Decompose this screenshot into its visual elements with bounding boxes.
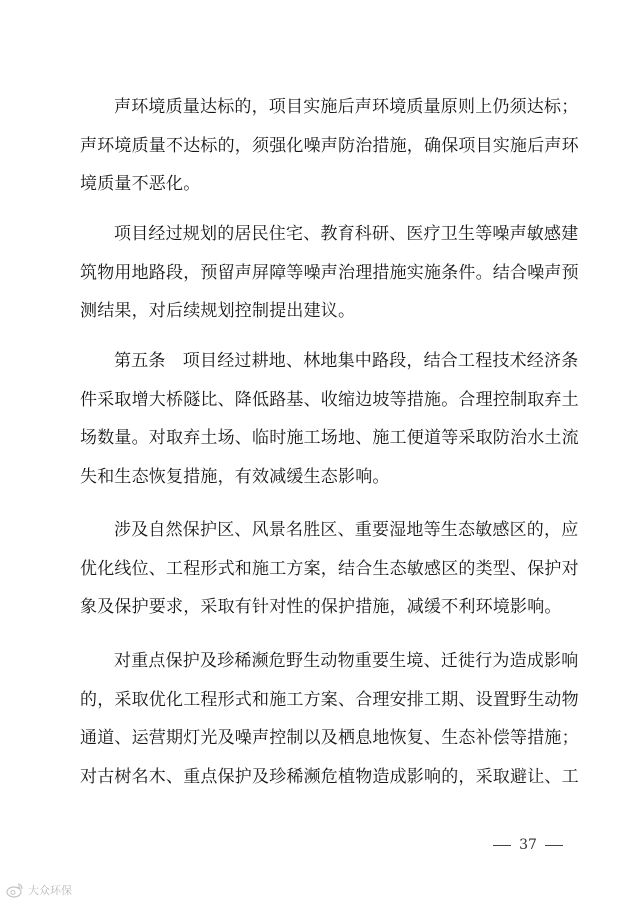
text-line: 筑物用地路段，预留声屏障等噪声治理措施实施条件。结合噪声预 <box>80 262 579 283</box>
text-line: 对古树名木、重点保护及珍稀濒危植物造成影响的，采取避让、工 <box>80 766 579 787</box>
paragraph-wildlife-protection <box>80 642 579 796</box>
paragraph-noise-quality <box>80 88 579 204</box>
watermark <box>6 880 72 900</box>
text-line: 声环境质量不达标的，须强化噪声防治措施，确保项目实施后声环 <box>80 135 579 156</box>
text-line: 场数量。对取弃土场、临时施工场地、施工便道等采取防治水土流 <box>80 428 579 448</box>
text-line: 通道、运营期灯光及噪声控制以及栖息地恢复、生态补偿等措施； <box>80 728 579 748</box>
text-line: 件采取增大桥隧比、降低路基、收缩边坡等措施。合理控制取弃土 <box>80 389 579 410</box>
text-line: 优化线位、工程形式和施工方案，结合生态敏感区的类型、保护对 <box>80 558 579 579</box>
text-line: 对重点保护及珍稀濒危野生动物重要生境、迁徙行为造成影响 <box>114 651 579 671</box>
text-line: 的，采取优化工程形式和施工方案、合理安排工期、设置野生动物 <box>80 689 579 710</box>
text-line: 声环境质量达标的，项目实施后声环境质量原则上仍须达标； <box>114 97 579 117</box>
weibo-logo-icon <box>6 882 24 898</box>
paragraph-sensitive-buildings <box>80 215 579 331</box>
paragraph-article-five <box>80 342 579 496</box>
text-line: 测结果，对后续规划控制提出建议。 <box>80 301 356 321</box>
dash-right <box>545 845 563 846</box>
dash-left <box>493 845 511 846</box>
page-number <box>488 834 568 856</box>
paragraph-sensitive-areas <box>80 511 579 627</box>
text-line: 涉及自然保护区、风景名胜区、重要湿地等生态敏感区的，应 <box>114 520 579 540</box>
text-line: 第五条 项目经过耕地、林地集中路段，结合工程技术经济条 <box>114 351 579 371</box>
page-number-value: 37 <box>519 837 537 853</box>
text-line: 项目经过规划的居民住宅、教育科研、医疗卫生等噪声敏感建 <box>114 224 579 244</box>
text-line: 境质量不恶化。 <box>80 174 201 194</box>
text-line: 失和生态恢复措施，有效减缓生态影响。 <box>80 466 390 487</box>
text-line: 象及保护要求，采取有针对性的保护措施，减缓不利环境影响。 <box>80 597 562 617</box>
watermark-text: 大众环保 <box>28 884 72 897</box>
